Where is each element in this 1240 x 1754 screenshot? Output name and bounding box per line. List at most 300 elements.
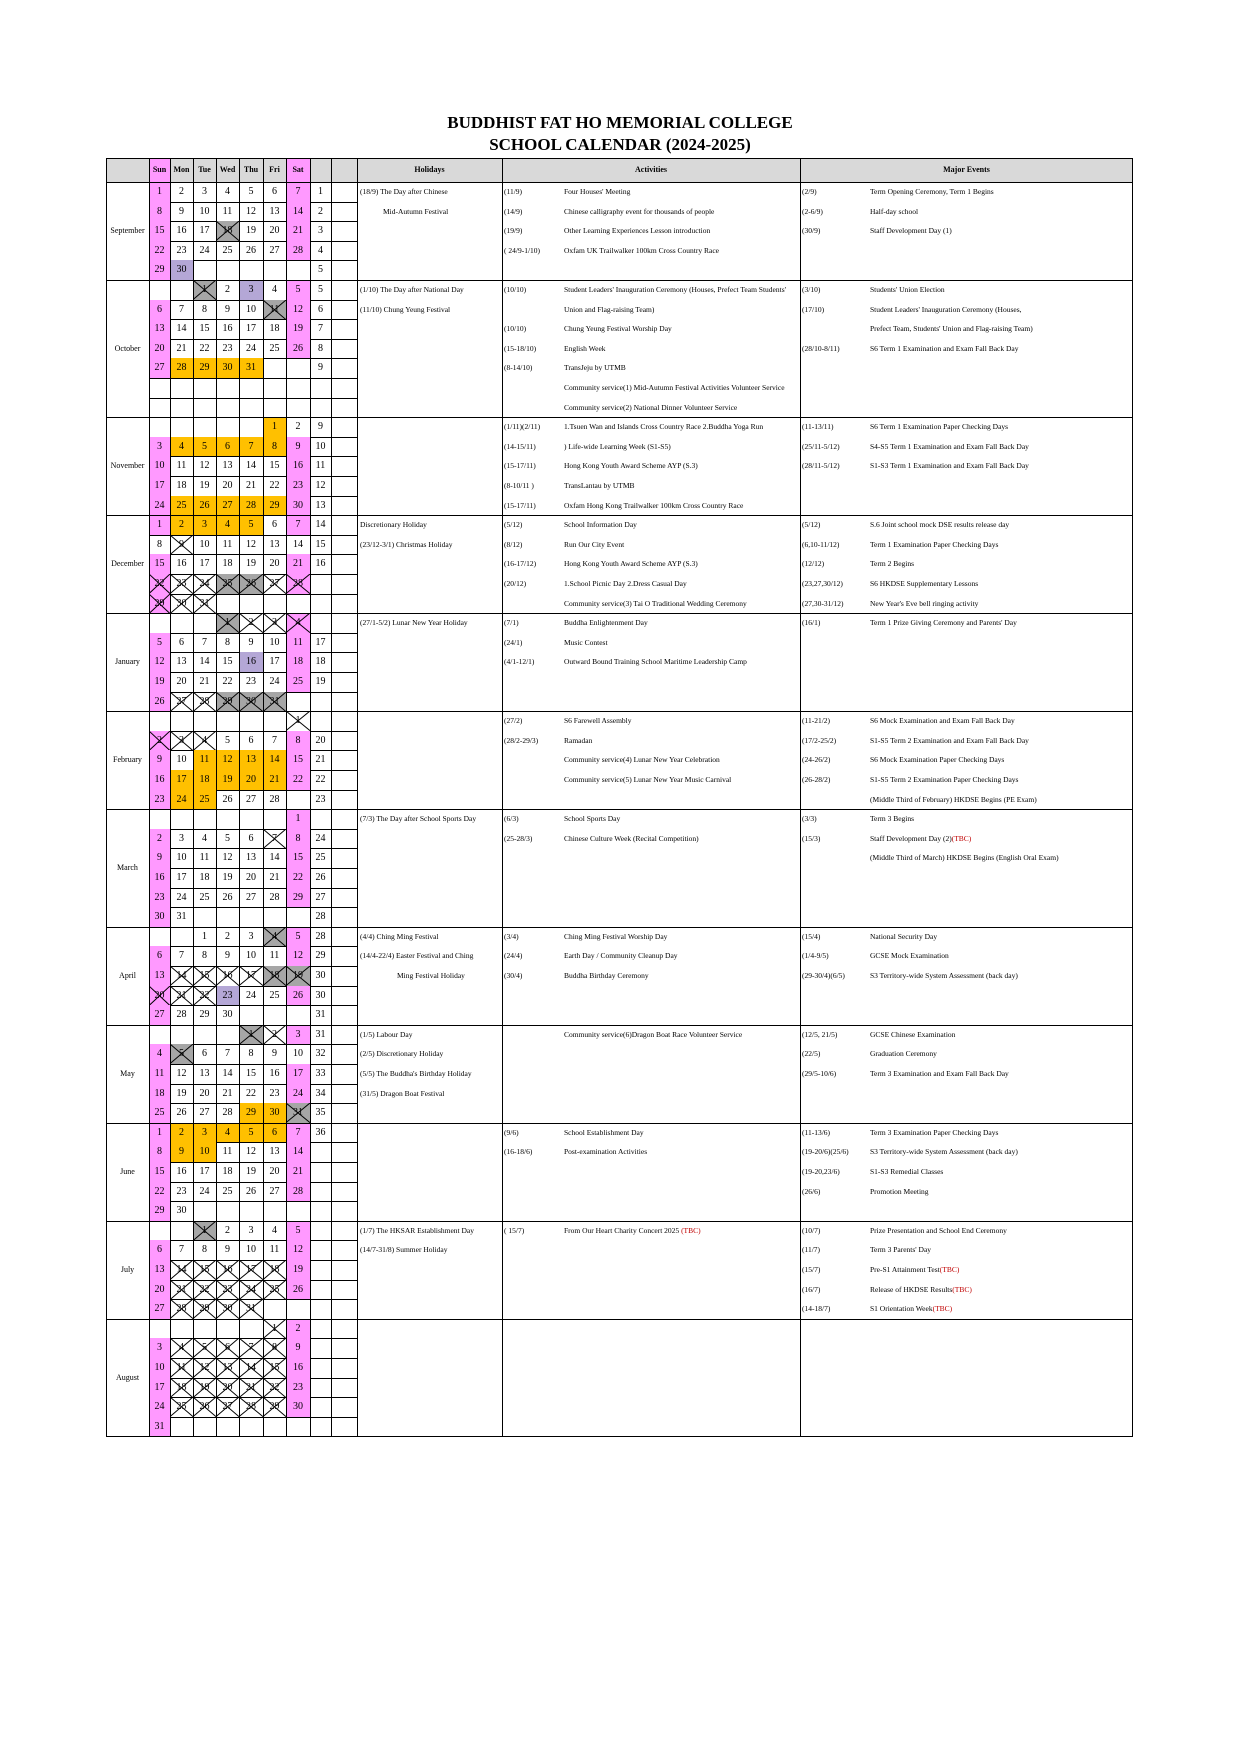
day-cell: [193, 613, 216, 633]
day-cell: [239, 1201, 263, 1221]
activity-text: School Information Day: [564, 520, 637, 530]
day-cell: [263, 339, 286, 359]
day-cell: [216, 927, 239, 947]
day-number: 25: [176, 1401, 187, 1413]
day-number: 8: [202, 1244, 207, 1256]
day-cell: [149, 750, 170, 770]
day-number: 23: [293, 1381, 303, 1393]
activity-date: (5/12): [504, 520, 523, 530]
column-divider: [357, 158, 358, 1437]
day-cell: [149, 1280, 170, 1300]
day-number: 19: [246, 558, 256, 570]
day-cell: [216, 1280, 239, 1300]
month-divider: [106, 1221, 1133, 1222]
day-cell: [170, 398, 193, 418]
day-cell: [263, 652, 286, 672]
day-number: 13: [176, 656, 187, 668]
event-date: (14-18/7): [802, 1304, 831, 1314]
day-cell: [286, 1221, 310, 1241]
activity-text: Post-examination Activities: [564, 1147, 648, 1157]
week-number: [310, 1397, 331, 1417]
activity-text: Buddha Enlightenment Day: [564, 618, 648, 628]
day-number: 5: [225, 734, 230, 746]
day-number: 16: [246, 656, 256, 668]
week-number: 31: [315, 1009, 326, 1021]
day-cell: [286, 221, 310, 241]
day-number: 31: [154, 1420, 165, 1432]
week-number: 36: [315, 1126, 326, 1138]
day-number: 28: [199, 695, 210, 707]
month-label: February: [113, 755, 142, 765]
day-number: 15: [154, 558, 165, 570]
day-number: 19: [199, 1381, 210, 1393]
day-cell: [149, 574, 170, 594]
day-number: 30: [176, 264, 187, 276]
event-date: (16/7): [802, 1284, 821, 1294]
day-cell: [193, 241, 216, 261]
day-number: 17: [199, 1166, 210, 1177]
day-number: 29: [222, 695, 233, 707]
day-number: 2: [157, 832, 162, 844]
day-cell: [149, 672, 170, 692]
day-number: 12: [222, 754, 233, 766]
day-cell: [170, 1417, 193, 1437]
day-number: 16: [176, 1166, 187, 1177]
day-number: 18: [222, 1166, 233, 1177]
event-date: (17/2-25/2): [802, 735, 837, 745]
holiday-text: (2/5) Discretionary Holiday: [360, 1049, 444, 1059]
activity-date: (8-10/11 ): [504, 481, 534, 490]
day-cell: [193, 182, 216, 202]
day-cell: [286, 574, 310, 594]
day-cell: [239, 1378, 263, 1398]
tbc-note: (TBC): [681, 1225, 701, 1235]
event-text: (Middle Third of March) HKDSE Begins (English Oral Exam): [870, 853, 1059, 863]
day-number: 27: [154, 1303, 165, 1315]
activity-date: (24/1): [504, 637, 523, 647]
week-number: 9: [318, 362, 323, 374]
day-cell: [149, 280, 170, 300]
day-number: 16: [222, 1264, 233, 1275]
day-number: 19: [246, 1166, 256, 1177]
day-number: 11: [269, 303, 280, 315]
day-number: 17: [293, 1068, 303, 1079]
day-cell: [149, 476, 170, 496]
day-cell: [263, 986, 286, 1006]
day-number: 12: [246, 205, 256, 217]
day-cell: [149, 770, 170, 790]
day-number: 28: [269, 793, 280, 805]
day-cell: [239, 1338, 263, 1358]
day-number: 15: [199, 1264, 210, 1275]
event-text: S6 HKDSE Supplementary Lessons: [870, 579, 979, 588]
day-cell: [149, 790, 170, 810]
day-number: 30: [269, 1107, 280, 1119]
day-number: 10: [154, 460, 165, 472]
day-number: 4: [202, 734, 207, 746]
day-cell: [170, 378, 193, 398]
day-cell: [170, 672, 193, 692]
day-cell: [286, 398, 310, 418]
day-cell: [149, 1240, 170, 1260]
day-number: 3: [202, 1126, 207, 1138]
day-number: 20: [154, 1283, 165, 1295]
day-cell: [193, 1358, 216, 1378]
event-date: (12/12): [802, 559, 825, 569]
day-number: 30: [293, 499, 303, 511]
event-date: (26-28/2): [802, 775, 831, 784]
day-cell: [170, 1338, 193, 1358]
day-number: 31: [269, 695, 280, 707]
column-divider: [331, 158, 332, 1437]
day-cell: [239, 1064, 263, 1084]
day-number: 6: [248, 734, 254, 746]
activity-text: Ramadan: [564, 735, 593, 745]
day-number: 10: [199, 1146, 210, 1158]
day-number: 4: [157, 1048, 162, 1060]
day-number: 3: [179, 832, 184, 844]
header-week-blank: [310, 158, 357, 182]
activity-date: (10/10): [504, 324, 527, 334]
day-cell: [149, 1084, 170, 1104]
day-header-mon: Mon: [170, 158, 193, 182]
day-cell: [149, 260, 170, 280]
day-cell: [239, 692, 263, 712]
day-number: 14: [246, 1362, 256, 1373]
day-number: 8: [157, 538, 162, 550]
day-number: 9: [179, 205, 184, 217]
day-number: 9: [248, 636, 254, 648]
day-cell: [263, 927, 286, 947]
day-number: 4: [225, 519, 230, 531]
day-number: 7: [272, 734, 277, 746]
day-cell: [263, 515, 286, 535]
day-cell: [263, 907, 286, 927]
day-cell: [216, 692, 239, 712]
month-label: April: [119, 970, 136, 980]
event-text: Prize Presentation and School End Ceremony: [870, 1225, 1007, 1235]
day-number: 26: [154, 695, 165, 707]
day-cell: [193, 339, 216, 359]
event-text: S1 Orientation Week(TBC): [870, 1304, 953, 1314]
day-cell: [216, 966, 239, 986]
day-number: 29: [154, 597, 165, 609]
day-number: 1: [272, 421, 277, 433]
day-number: 24: [199, 1185, 210, 1197]
day-number: 14: [269, 754, 280, 766]
event-date: (12/5, 21/5): [802, 1029, 838, 1039]
day-number: 4: [272, 930, 277, 942]
day-cell: [239, 476, 263, 496]
week-number: [310, 1358, 331, 1378]
day-number: 12: [199, 1362, 210, 1373]
day-number: 10: [293, 1048, 303, 1060]
week-number: 33: [315, 1068, 326, 1079]
day-number: 8: [295, 734, 301, 746]
day-number: 14: [269, 852, 280, 864]
event-date: (24-26/2): [802, 755, 831, 765]
day-cell: [149, 437, 170, 457]
tbc-note: (TBC): [952, 1284, 972, 1294]
day-number: 1: [272, 1322, 277, 1334]
day-cell: [149, 339, 170, 359]
event-text: Term 3 Parents' Day: [870, 1245, 932, 1255]
day-cell: [239, 1280, 263, 1300]
day-cell: [193, 848, 216, 868]
week-number: 2: [318, 205, 323, 217]
holiday-text: Mid-Autumn Festival: [383, 206, 449, 216]
day-cell: [286, 496, 310, 516]
day-number: 21: [293, 225, 303, 237]
day-number: 30: [246, 695, 256, 707]
day-number: 25: [293, 676, 303, 687]
day-number: 21: [246, 480, 256, 491]
day-number: 16: [154, 872, 165, 883]
day-number: 3: [157, 1342, 162, 1354]
month-divider: [106, 613, 1133, 614]
day-cell: [239, 829, 263, 849]
day-number: 16: [222, 323, 233, 335]
day-cell: [193, 221, 216, 241]
day-cell: [193, 1044, 216, 1064]
day-number: 28: [246, 499, 256, 511]
day-cell: [193, 1417, 216, 1437]
day-number: 28: [222, 1107, 233, 1119]
day-cell: [170, 1005, 193, 1025]
day-number: 5: [202, 1342, 207, 1354]
day-cell: [193, 829, 216, 849]
day-cell: [286, 515, 310, 535]
day-cell: [263, 1417, 286, 1437]
day-number: 24: [154, 1401, 165, 1413]
day-cell: [193, 1378, 216, 1398]
day-number: 1: [202, 284, 207, 295]
day-cell: [149, 1221, 170, 1241]
day-number: 29: [199, 362, 210, 374]
day-cell: [149, 907, 170, 927]
holiday-text: (4/4) Ching Ming Festival: [360, 931, 439, 941]
day-number: 23: [154, 891, 165, 903]
day-cell: [263, 613, 286, 633]
activity-text: Buddha Birthday Ceremony: [564, 971, 649, 980]
day-number: 29: [199, 1303, 210, 1315]
event-text: Term 1 Prize Giving Ceremony and Parents' Day: [870, 618, 1017, 628]
day-number: 6: [157, 950, 162, 962]
day-cell: [170, 1044, 193, 1064]
day-cell: [216, 398, 239, 418]
day-cell: [170, 437, 193, 457]
day-cell: [239, 652, 263, 672]
day-cell: [149, 241, 170, 261]
day-cell: [149, 986, 170, 1006]
day-number: 19: [176, 1087, 187, 1099]
day-number: 20: [154, 989, 165, 1001]
day-number: 22: [154, 244, 165, 256]
day-number: 18: [154, 1087, 165, 1099]
day-number: 13: [154, 323, 165, 335]
event-text: GCSE Chinese Examination: [870, 1029, 956, 1039]
day-cell: [239, 633, 263, 653]
day-number: 18: [222, 225, 233, 237]
event-text: S6 Term 1 Examination Paper Checking Days: [870, 422, 1009, 432]
day-cell: [216, 1182, 239, 1202]
day-number: 21: [199, 676, 210, 687]
day-number: 14: [199, 656, 210, 668]
day-cell: [149, 652, 170, 672]
day-number: 21: [176, 989, 187, 1001]
day-number: 26: [199, 499, 210, 511]
day-number: 7: [272, 832, 277, 844]
day-cell: [216, 1417, 239, 1437]
activity-text: School Sports Day: [564, 814, 621, 824]
day-number: 12: [293, 1244, 303, 1256]
day-number: 23: [246, 676, 256, 687]
day-number: 25: [269, 342, 280, 354]
day-cell: [170, 652, 193, 672]
activity-text: Earth Day / Community Cleanup Day: [564, 951, 678, 961]
day-number: 3: [157, 440, 162, 452]
day-cell: [170, 1123, 193, 1143]
day-number: 23: [176, 244, 187, 256]
day-number: 9: [157, 852, 162, 864]
week-number: [310, 574, 331, 594]
day-cell: [216, 437, 239, 457]
day-cell: [239, 535, 263, 555]
day-cell: [286, 300, 310, 320]
day-cell: [239, 437, 263, 457]
activity-text: Community service(3) Tai O Traditional Wedding Ceremony: [564, 598, 747, 608]
day-cell: [216, 1338, 239, 1358]
day-number: 2: [295, 1322, 301, 1334]
holiday-text: (7/3) The Day after School Sports Day: [360, 814, 477, 824]
week-number: 22: [315, 774, 326, 785]
month-divider: [106, 1319, 1133, 1320]
day-number: 6: [272, 1126, 277, 1138]
holiday-text: (23/12-3/1) Christmas Holiday: [360, 539, 453, 549]
week-number: 21: [315, 754, 326, 766]
activity-date: (24/4): [504, 951, 523, 961]
day-cell: [286, 202, 310, 222]
activity-text: Other Learning Experiences Lesson introduction: [564, 226, 711, 236]
week-number: 11: [315, 460, 326, 472]
event-date: (28/10-8/11): [802, 343, 840, 353]
activity-date: (16-17/12): [504, 559, 537, 569]
day-cell: [263, 241, 286, 261]
event-text: Staff Development Day (1): [870, 226, 952, 236]
day-cell: [263, 202, 286, 222]
day-number: 14: [246, 460, 256, 472]
day-cell: [170, 515, 193, 535]
day-cell: [170, 888, 193, 908]
day-number: 8: [225, 636, 230, 648]
day-number: 15: [154, 225, 165, 237]
holiday-text: (11/10) Chung Yeung Festival: [360, 304, 451, 314]
day-cell: [286, 672, 310, 692]
event-date: (28/11-5/12): [802, 461, 840, 471]
day-cell: [193, 554, 216, 574]
day-cell: [149, 496, 170, 516]
day-number: 31: [293, 1107, 303, 1119]
day-number: 18: [293, 656, 303, 668]
week-number: [310, 1338, 331, 1358]
day-cell: [216, 1044, 239, 1064]
day-number: 9: [179, 538, 184, 550]
activity-date: (7/1): [504, 618, 519, 628]
event-text: S1-S3 Term 1 Examination and Exam Fall Back Day: [870, 461, 1029, 471]
day-cell: [286, 1299, 310, 1319]
day-cell: [239, 1182, 263, 1202]
day-cell: [149, 554, 170, 574]
day-number: 7: [179, 303, 184, 315]
day-number: 18: [222, 558, 233, 570]
month-divider: [106, 417, 1133, 418]
event-date: (15/3): [802, 833, 821, 843]
day-cell: [263, 221, 286, 241]
day-number: 28: [293, 1185, 303, 1197]
day-number: 17: [246, 970, 256, 981]
day-number: 4: [179, 1342, 184, 1354]
day-header-fri: Fri: [263, 158, 286, 182]
day-number: 8: [248, 1048, 254, 1060]
day-cell: [216, 1162, 239, 1182]
day-cell: [239, 398, 263, 418]
day-number: 6: [272, 186, 277, 197]
day-number: 3: [295, 1028, 301, 1040]
day-number: 29: [269, 499, 280, 511]
day-number: 11: [154, 1068, 165, 1079]
day-cell: [193, 633, 216, 653]
day-cell: [216, 946, 239, 966]
week-number: 8: [318, 342, 323, 354]
day-cell: [263, 1378, 286, 1398]
day-number: 21: [269, 872, 280, 883]
week-number: 15: [315, 538, 326, 550]
day-cell: [193, 1338, 216, 1358]
day-cell: [149, 319, 170, 339]
day-number: 10: [246, 303, 256, 315]
week-number: [310, 692, 331, 712]
day-number: 14: [176, 323, 187, 335]
day-cell: [286, 417, 310, 437]
day-number: 21: [293, 558, 303, 570]
week-number: 18: [315, 656, 326, 668]
day-number: 1: [202, 930, 207, 942]
day-number: 18: [199, 872, 210, 883]
week-number: 17: [315, 636, 326, 648]
day-cell: [149, 378, 170, 398]
day-cell: [239, 496, 263, 516]
day-cell: [193, 378, 216, 398]
day-cell: [193, 476, 216, 496]
day-cell: [149, 1103, 170, 1123]
week-number: [310, 398, 331, 418]
day-number: 23: [293, 480, 303, 491]
event-text: Pre-S1 Attainment Test(TBC): [870, 1265, 960, 1274]
event-date: (5/12): [802, 520, 821, 530]
event-date: (15/7): [802, 1265, 821, 1274]
day-number: 20: [222, 480, 233, 491]
day-cell: [149, 398, 170, 418]
day-cell: [170, 182, 193, 202]
activity-text: English Week: [564, 343, 606, 353]
day-number: 16: [293, 1362, 303, 1373]
day-number: 9: [225, 303, 230, 315]
activities-header: Activities: [502, 158, 800, 182]
day-cell: [170, 1142, 193, 1162]
day-cell: [286, 319, 310, 339]
month-divider: [106, 809, 1133, 810]
event-date: (19-20/6)(25/6): [802, 1147, 849, 1157]
